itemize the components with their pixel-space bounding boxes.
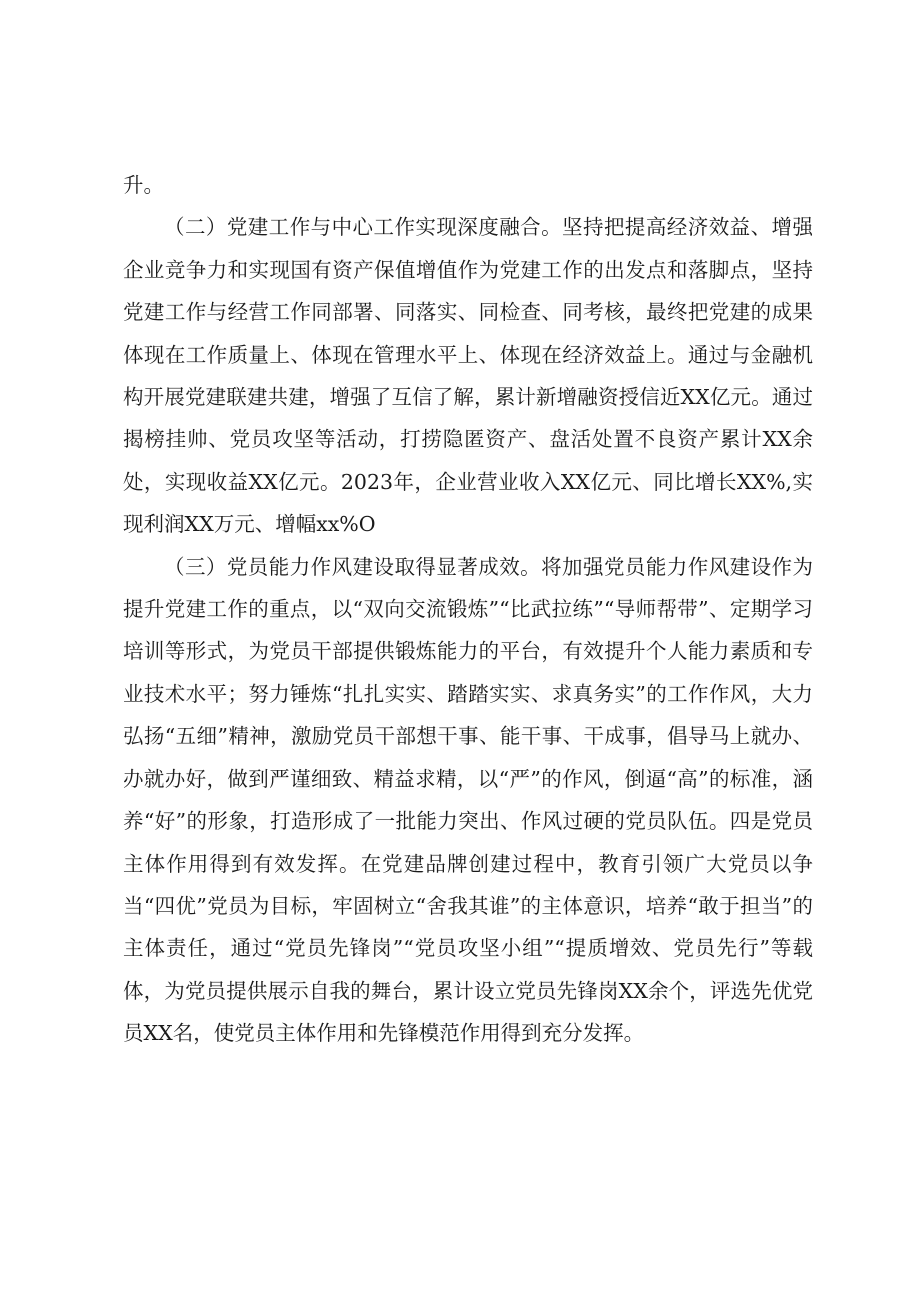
paragraph-continuation: 升。 bbox=[123, 173, 164, 197]
paragraph-section-3: （三）党员能力作风建设取得显著成效。将加强党员能力作风建设作为提升党建工作的重点，以“双向交流锻炼”“比武拉练”“导师帮带”、定期学习培训等形式，为党员干部提供锻炼能力的平台，有效提升个人能力素质和专业技术水平；努力锤炼“扎扎实实、踏踏实实、求真务实”的工作作风，大力弘扬“五细”精神，激励党员干部想干事、能干事、干成事，倡导马上就办、办就办好，做到严谨细致、精益求精，以“严”的作风，倒逼“高”的标准，涵养“好”的形象，打造形成了一批能力突出、作风过硬的党员队伍。四是党员主体作用得到有效发挥。在党建品牌创建过程中，教育引领广大党员以争当“四优”党员为目标，牢固树立“舍我其谁”的主体意识，培养“敢于担当”的主体责任，通过“党员先锋岗”“党员攻坚小组”“提质增效、党员先行”等载体，为党员提供展示自我的舞台，累计设立党员先锋岗XX余个，评选先优党员XX名，使党员主体作用和先锋模范作用得到充分发挥。 bbox=[123, 554, 813, 1046]
document-body bbox=[123, 164, 813, 1055]
paragraph-section-2: （二）党建工作与中心工作实现深度融合。坚持把提高经济效益、增强企业竞争力和实现国有资产保值增值作为党建工作的出发点和落脚点，坚持党建工作与经营工作同部署、同落实、同检查、同考核，最终把党建的成果体现在工作质量上、体现在管理水平上、体现在经济效益上。通过与金融机构开展党建联建共建，增强了互信了解，累计新增融资授信近XX亿元。通过揭榜挂帅、党员攻坚等活动，打捞隐匿资产、盘活处置不良资产累计XX余处，实现收益XX亿元。2023年，企业营业收入XX亿元、同比增长XX%,实现利润XX万元、增幅xx%O bbox=[123, 215, 813, 537]
